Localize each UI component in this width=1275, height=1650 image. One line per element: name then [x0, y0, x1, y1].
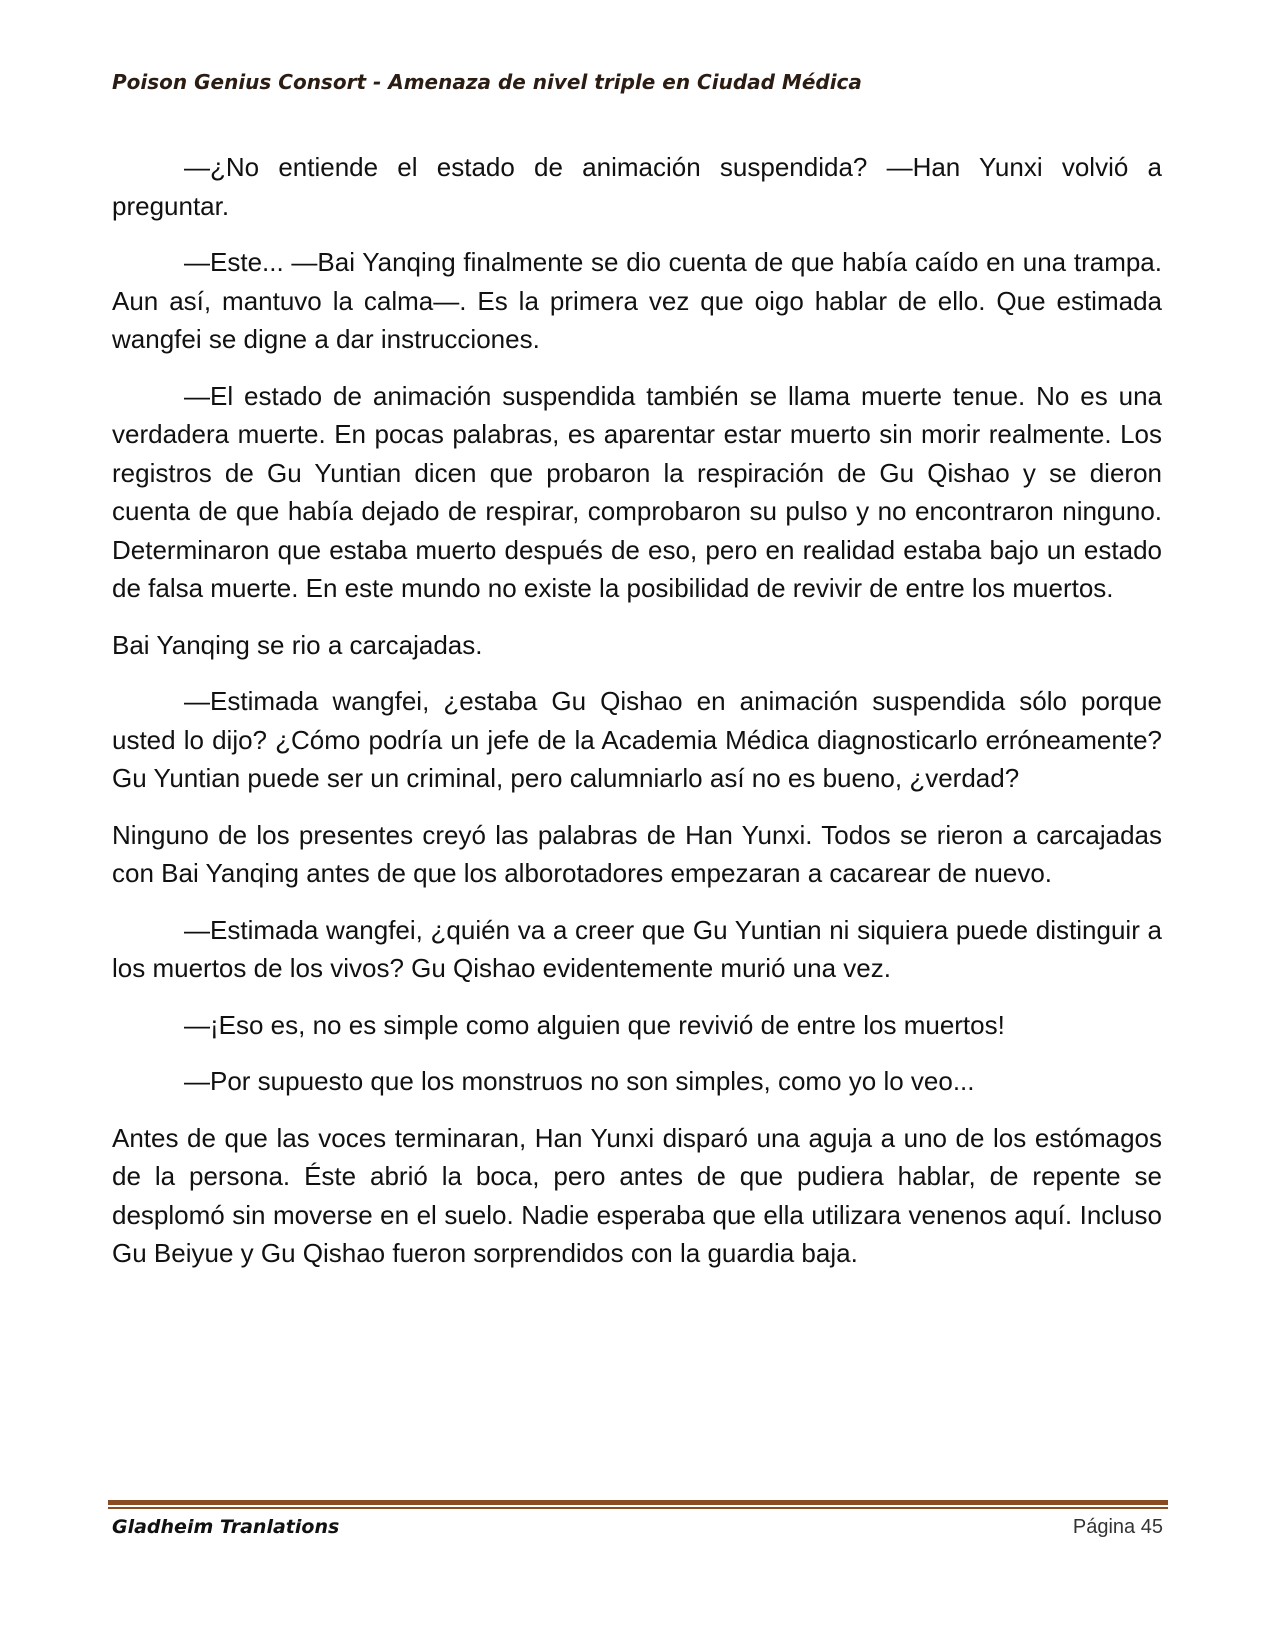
- paragraph: Antes de que las voces terminaran, Han Yunxi disparó una aguja a uno de los estómagos de la persona. Éste abrió la boca, pero antes de que pudiera hablar, de repente se desplomó sin moverse en el suelo. Nadie esperaba que ella utilizara venenos aquí. Incluso Gu Beiyue y Gu Qishao fueron sorprendidos con la guardia baja.: [112, 1122, 1162, 1268]
- footer-divider-thick: [108, 1500, 1168, 1505]
- paragraph: —Este... —Bai Yanqing finalmente se dio cuenta de que había caído en una trampa. Aun así, mantuvo la calma—. Es la primera vez que oigo hablar de ello. Que estimada wangfei se digne a dar instrucciones.: [112, 247, 1162, 354]
- paragraph: —¡Eso es, no es simple como alguien que revivió de entre los muertos!: [184, 1009, 1005, 1040]
- paragraph: —El estado de animación suspendida también se llama muerte tenue. No es una verdadera muerte. En pocas palabras, es aparentar estar muerto sin morir realmente. Los registros de Gu Yuntian dicen que probaron la respiración de Gu Qishao y se dieron cuenta de que había dejado de respirar, comprobaron su pulso y no encontraron ninguno. Determinaron que estaba muerto después de eso, pero en realidad estaba bajo un estado de falsa muerte. En este mundo no existe la posibilidad de revivir de entre los muertos.: [112, 380, 1162, 603]
- header-title: Poison Genius Consort - Amenaza de nivel triple en Ciudad Médica: [112, 70, 862, 94]
- paragraph: —Estimada wangfei, ¿quién va a creer que Gu Yuntian ni siquiera puede distinguir a los muertos de los vivos? Gu Qishao evidentemente murió una vez.: [112, 914, 1162, 983]
- paragraph: —Estimada wangfei, ¿estaba Gu Qishao en animación suspendida sólo porque usted lo dijo? ¿Cómo podría un jefe de la Academia Médica diagnosticarlo erróneamente? Gu Yuntian puede ser un criminal, pero calumniarlo así no es bueno, ¿verdad?: [112, 686, 1162, 793]
- footer-divider: [108, 1500, 1168, 1509]
- page-number-block: [1073, 1516, 1163, 1539]
- page-body: [112, 148, 1162, 1291]
- paragraph: Bai Yanqing se rio a carcajadas.: [112, 629, 483, 660]
- footer-credit: Gladheim Tranlations: [112, 1516, 340, 1538]
- running-header: [112, 70, 1162, 94]
- page-label: Página: [1072, 1516, 1136, 1538]
- page-number: 45: [1140, 1516, 1163, 1538]
- paragraph: —Por supuesto que los monstruos no son simples, como yo lo veo...: [184, 1066, 975, 1096]
- paragraph: Ninguno de los presentes creyó las palabras de Han Yunxi. Todos se rieron a carcajadas con Bai Yanqing antes de que los alborotadores empezaran a cacarear de nuevo.: [112, 819, 1162, 888]
- paragraph: —¿No entiende el estado de animación suspendida? —Han Yunxi volvió a preguntar.: [112, 152, 1162, 221]
- footer-divider-thin: [108, 1507, 1168, 1509]
